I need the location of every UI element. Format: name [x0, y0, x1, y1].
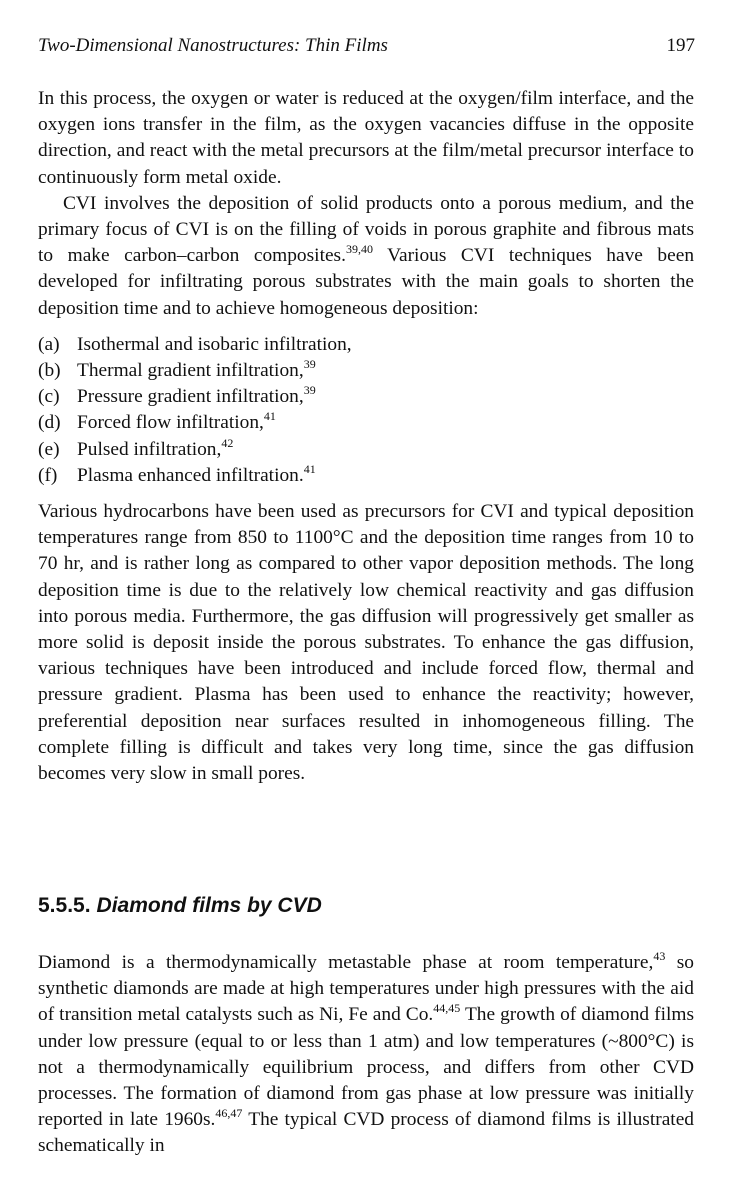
- paragraph-diamond-text-c: The growth of diamond films under low pressure (equal to or less than 1 atm) and low temperatures (~800°C) is not a thermodynamically equilibrium process, and differs from other CVD processes. The formation of diamond from gas phase at low pressure was initially reported in late 1960s.: [38, 1004, 694, 1131]
- citation-ref: 42: [221, 435, 234, 450]
- paragraph-diamond-text-a: Diamond is a thermodynamically metastable phase at room temperature,: [38, 952, 654, 973]
- list-marker: (a): [38, 333, 60, 355]
- running-header: [38, 34, 695, 58]
- running-title: Two-Dimensional Nanostructures: Thin Films: [38, 35, 388, 56]
- text-block-diamond: [38, 950, 694, 1160]
- list-item: [38, 332, 694, 358]
- list-item-label: Pulsed infiltration,: [77, 438, 222, 460]
- list-marker: (f): [38, 464, 58, 486]
- list-item-text: [77, 332, 352, 358]
- list-item: [38, 410, 694, 436]
- citation-ref: 39: [303, 383, 316, 398]
- list-item: [38, 384, 694, 410]
- list-item-label: Forced flow infiltration,: [77, 412, 264, 434]
- paragraph-cvi-text-a: CVI involves the deposition of solid products onto a porous medium, and the primary focus of CVI is on the filling of voids in porous graphite and fibrous mats to make carbon–carbon composites.: [38, 192, 694, 267]
- citation-ref: 41: [263, 409, 276, 424]
- list-item-text: [77, 358, 316, 384]
- list-item: [38, 463, 694, 489]
- paragraph-cvi-text-b: Various CVI techniques have been developed for infiltrating porous substrates with the main goals to shorten the deposition time and to achieve homogeneous deposition:: [38, 245, 695, 319]
- paragraph-hydrocarbons: Various hydrocarbons have been used as precursors for CVI and typical deposition temperatures range from 850 to 1100°C and the deposition time ranges from 10 to 70 hr, and is rather long as compared to other vapor deposition methods. The long deposition time is due to the relatively low chemical reactivity and gas diffusion into porous media. Furthermore, the gas diffusion will progressively get smaller as more solid is deposit inside the porous substrates. To enhance the gas diffusion, various techniques have been introduced and include forced flow, thermal and pressure gradient. Plasma has been used to enhance the reactivity; however, preferential deposition near surfaces resulted in inhomogeneous filling. The complete filling is difficult and takes very long time, since the gas diffusion becomes very slow in small pores.: [38, 501, 694, 785]
- list-item-text: [77, 463, 316, 489]
- list-item-text: [77, 437, 233, 463]
- paragraph-diamond: [38, 950, 694, 1160]
- paragraph-oxygen-interface: In this process, the oxygen or water is reduced at the oxygen/film interface, and the oxygen ions transfer in the film, as the oxygen vacancies diffuse in the opposite direction, and react with the metal precursors at the film/metal precursor interface to continuously form metal oxide.: [38, 88, 694, 188]
- list-item-label: Thermal gradient infiltration,: [77, 360, 304, 382]
- list-item-label: Isothermal and isobaric infiltration,: [77, 333, 352, 355]
- list-marker: (d): [38, 412, 61, 434]
- text-block-cvi: [38, 86, 694, 787]
- list-marker: (b): [38, 360, 61, 382]
- list-item-text: [77, 384, 316, 410]
- list-item: [38, 358, 694, 384]
- paragraph-diamond-text-d: The typical CVD process of diamond films is illustrated schematically in: [38, 1109, 694, 1157]
- infiltration-methods-list: [38, 332, 694, 489]
- list-item-label: Plasma enhanced infiltration.: [77, 464, 304, 486]
- citation-ref: 46,47: [215, 1106, 243, 1121]
- list-item-label: Pressure gradient infiltration,: [77, 386, 304, 408]
- paragraph-cvi-intro: [38, 191, 694, 322]
- list-marker: (e): [38, 438, 60, 460]
- paragraph-diamond-text-b: so synthetic diamonds are made at high temperatures under high pressures with the aid of transition metal catalysts such as Ni, Fe and Co.: [38, 952, 694, 1026]
- section-heading: [38, 893, 322, 919]
- section-title: Diamond films by CVD: [96, 894, 322, 917]
- list-marker: (c): [38, 386, 60, 408]
- section-number: 5.5.5.: [38, 894, 91, 917]
- list-item-text: [77, 410, 276, 436]
- list-item: [38, 437, 694, 463]
- page-number: 197: [666, 35, 695, 56]
- citation-ref: 44,45: [433, 1001, 461, 1016]
- citation-ref: 41: [303, 461, 316, 476]
- citation-ref: 39: [303, 357, 316, 372]
- citation-ref: 39,40: [345, 242, 373, 257]
- citation-ref: 43: [653, 949, 666, 963]
